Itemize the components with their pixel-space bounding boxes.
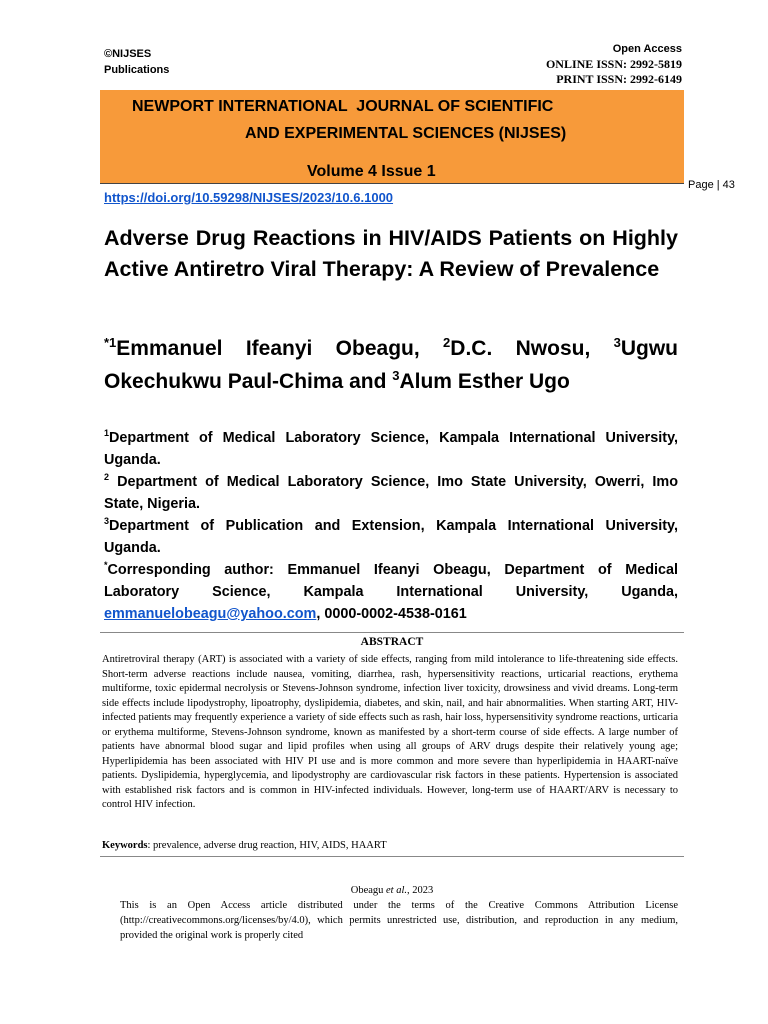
abstract-top-divider [100, 632, 684, 633]
footer-year: , 2023 [407, 885, 434, 896]
issn-block [546, 42, 682, 87]
journal-title-line1: NEWPORT INTERNATIONAL JOURNAL OF SCIENTIFIC [132, 98, 554, 115]
publisher-name: ©NIJSES [104, 48, 152, 60]
affiliation-sup: 3 [104, 516, 110, 526]
page-number: Page | 43 [688, 179, 735, 191]
author-sup: 2 [443, 335, 451, 350]
keywords-text: : prevalence, adverse drug reaction, HIV, AIDS, HAART [147, 840, 387, 851]
affiliation-text: Department of Medical Laboratory Science, Kampala International University, Uganda. [104, 430, 678, 468]
author-sup: *1 [104, 335, 117, 350]
publisher-subtitle: Publications [104, 64, 170, 76]
keywords-label: Keywords [102, 840, 148, 851]
abstract-heading: ABSTRACT [360, 636, 424, 648]
author-name: D.C. Nwosu [450, 337, 585, 360]
footer-citation [100, 885, 684, 896]
affiliation-sup: 1 [104, 428, 110, 438]
footer-author: Obeagu [350, 885, 387, 896]
affiliation-1 [104, 427, 678, 471]
volume-issue: Volume 4 Issue 1 [307, 163, 436, 180]
journal-title-line2: AND EXPERIMENTAL SCIENCES (NIJSES) [245, 125, 567, 142]
affiliation-text: Department of Medical Laboratory Science, Imo State University, Owerri, Imo State, Nigeria. [104, 474, 682, 512]
affiliation-text: Department of Publication and Extension, Kampala International University, Uganda. [104, 518, 678, 556]
orcid-id: , 0000-0002-4538-0161 [316, 606, 467, 622]
author-separator: , [413, 337, 444, 360]
email-link[interactable]: emmanuelobeagu@yahoo.com [104, 606, 317, 622]
author-separator: and [343, 370, 393, 393]
article-title: Adverse Drug Reactions in HIV/AIDS Patients on Highly Active Antiretro Viral Therapy: A Review of Prevalence [104, 226, 678, 281]
abstract-bottom-divider [100, 856, 684, 857]
corresponding-text: Corresponding author: Emmanuel Ifeanyi Obeagu, Department of Medical Laboratory Science, Kampala International University, Uganda, [104, 562, 678, 600]
author-name: Emmanuel Ifeanyi Obeagu [116, 337, 414, 360]
affiliation-sup: 2 [104, 472, 110, 482]
author-sup: 3 [392, 368, 400, 383]
open-access-label: Open Access [612, 43, 682, 55]
author-name: Ugwu Okechukwu Paul-Chima [104, 337, 679, 393]
keywords-line [102, 839, 678, 854]
corresponding-author [104, 559, 678, 625]
author-separator: , [584, 337, 614, 360]
author-sup: 3 [613, 335, 621, 350]
print-issn: PRINT ISSN: 2992-6149 [556, 72, 682, 86]
journal-banner [100, 90, 684, 183]
header-divider [100, 183, 684, 184]
affiliation-3 [104, 515, 678, 559]
online-issn: ONLINE ISSN: 2992-5819 [545, 57, 682, 71]
corresponding-sup: * [104, 560, 108, 570]
author-name: Alum Esther Ugo [399, 370, 570, 393]
doi-link[interactable]: https://doi.org/10.59298/NIJSES/2023/10.6.1000 [104, 190, 394, 205]
abstract-body: Antiretroviral therapy (ART) is associated with a variety of side effects, ranging from mild intolerance to life-threatening side effects. Short-term adverse reactions include nausea, vomiting, diarrhea, rash, hypersensitivity reactions, urticarial reactions, erythema multiforme, toxic epidermal necrolysis or Stevens-Johnson syndrome, infection liver toxicity, drowsiness and vivid dreams. Long-term side effects include lipodystrophy, lipoatrophy, dyslipidemia, diabetes, and skin, nail, and hair abnormalities. When starting ART, HIV-infected patients may frequently experience a variety of side effects such as rash, hair loss, hypersensitivity syndrome reactions, urticaria or erythema multiforme, Stevens-Johnson syndrome, known as manifested by a short-term course of side effects. A large number of patients have abnormal blood sugar and lipid profiles when using all groups of ARV drugs despite their relatively young age; Hyperlipidemia has been associated with HIV PI use and is more common and more severe than hyperlipidemia in HAART-naïve patients. Dyslipidemia, hyperglycemia, and lipodystrophy are cardiovascular risk factors in these patients. Hypertension is associated with established risk factors and is common in HIV-infected individuals. However, long-term use of HAART/ARV is necessary to control HIV infection. [102, 654, 678, 810]
author-list [104, 332, 678, 398]
affiliation-2 [104, 471, 682, 515]
footer-et-al: et al. [386, 885, 408, 896]
license-text: This is an Open Access article distributed under the terms of the Creative Commons Attribution License (http://creativecommons.org/licenses/by/4.0), which permits unrestricted use, distribution, and reproduction in any medium, provided the original work is properly cited [120, 900, 678, 941]
publisher-block [104, 46, 169, 78]
